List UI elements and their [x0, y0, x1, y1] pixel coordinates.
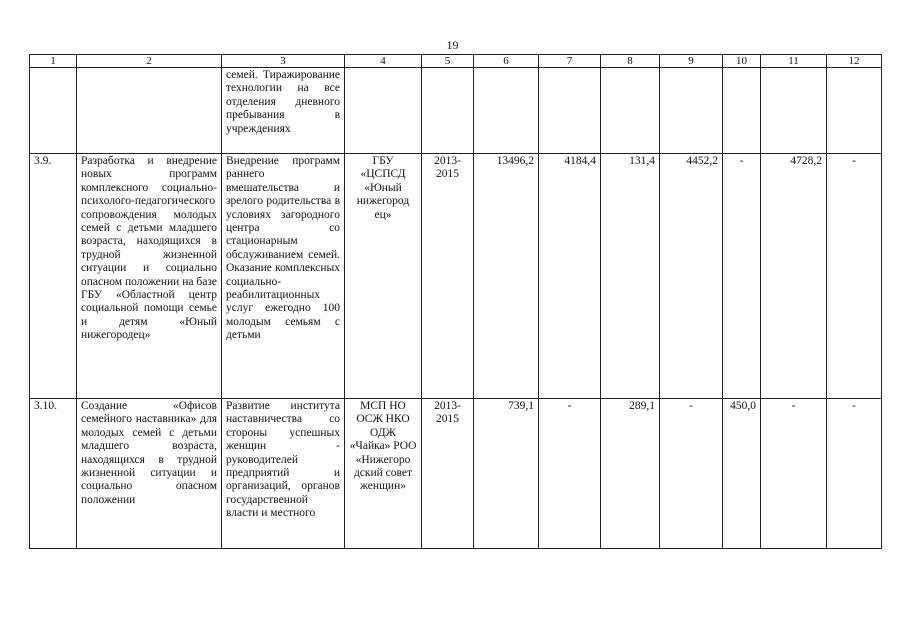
executor-cell: МСП НО ОСЖ НКО ОДЖ «Чайка» РОО «Нижегоро дский совет женщин» [345, 399, 422, 549]
result-cell: Внедрение программ раннего вмешательства и зрелого родительства в условиях загородного центра со стационарным обслуживанием семей. Оказание комплексных социально-реабилитационных услуг ежегодно 100 молодым семьям с детьми [222, 154, 345, 399]
page-number: 19 [446, 38, 459, 52]
column-header: 2 [77, 55, 222, 68]
value-cell: 739,1 [474, 399, 539, 549]
value-cell: - [761, 399, 827, 549]
measure-cell: Разработка и внедрение новых программ комплексного социально-психолого-педагогического сопровождения молодых семей с детьми младшего возраста, находящихся в трудной жизненной ситуации и социально опасном положении на базе ГБУ «Областной центр социальной помощи семье и детям «Юный нижегородец» [77, 154, 222, 399]
value-cell: 450,0 [723, 399, 761, 549]
period-cell [422, 68, 474, 154]
column-number-row [30, 55, 882, 68]
value-cell: - [827, 154, 882, 399]
measure-cell [77, 68, 222, 154]
column-header: 8 [601, 55, 660, 68]
value-cell: 4728,2 [761, 154, 827, 399]
column-header: 12 [827, 55, 882, 68]
result-cell: Развитие института наставничества со стороны успешных женщин - руководителей предприятий и организаций, органов государственной власти и местного [222, 399, 345, 549]
value-cell: 13496,2 [474, 154, 539, 399]
period-cell: 2013-2015 [422, 154, 474, 399]
column-header: 7 [539, 55, 601, 68]
value-cell [474, 68, 539, 154]
row-number [30, 68, 77, 154]
value-cell: 289,1 [601, 399, 660, 549]
row-number: 3.10. [30, 399, 77, 549]
column-header: 11 [761, 55, 827, 68]
table-row [30, 399, 882, 549]
period-cell: 2013-2015 [422, 399, 474, 549]
value-cell [660, 68, 723, 154]
column-header: 1 [30, 55, 77, 68]
column-header: 9 [660, 55, 723, 68]
value-cell [761, 68, 827, 154]
table-row [30, 154, 882, 399]
program-table [29, 54, 882, 549]
column-header: 5 [422, 55, 474, 68]
executor-cell: ГБУ «ЦСПСД «Юный нижегород ец» [345, 154, 422, 399]
value-cell: - [827, 399, 882, 549]
value-cell: - [723, 154, 761, 399]
value-cell [601, 68, 660, 154]
result-cell: семей. Тиражирование технологии на все отделения дневного пребывания в учреждениях [222, 68, 345, 154]
executor-cell [345, 68, 422, 154]
measure-cell: Создание «Офисов семейного наставника» для молодых семей с детьми младшего возраста, находящихся в трудной жизненной ситуации и социально опасном положении [77, 399, 222, 549]
value-cell: 4184,4 [539, 154, 601, 399]
column-header: 6 [474, 55, 539, 68]
value-cell: - [539, 399, 601, 549]
column-header: 4 [345, 55, 422, 68]
value-cell: 4452,2 [660, 154, 723, 399]
value-cell: - [660, 399, 723, 549]
row-number: 3.9. [30, 154, 77, 399]
column-header: 3 [222, 55, 345, 68]
value-cell [539, 68, 601, 154]
value-cell [723, 68, 761, 154]
value-cell [827, 68, 882, 154]
table-row [30, 68, 882, 154]
column-header: 10 [723, 55, 761, 68]
value-cell: 131,4 [601, 154, 660, 399]
